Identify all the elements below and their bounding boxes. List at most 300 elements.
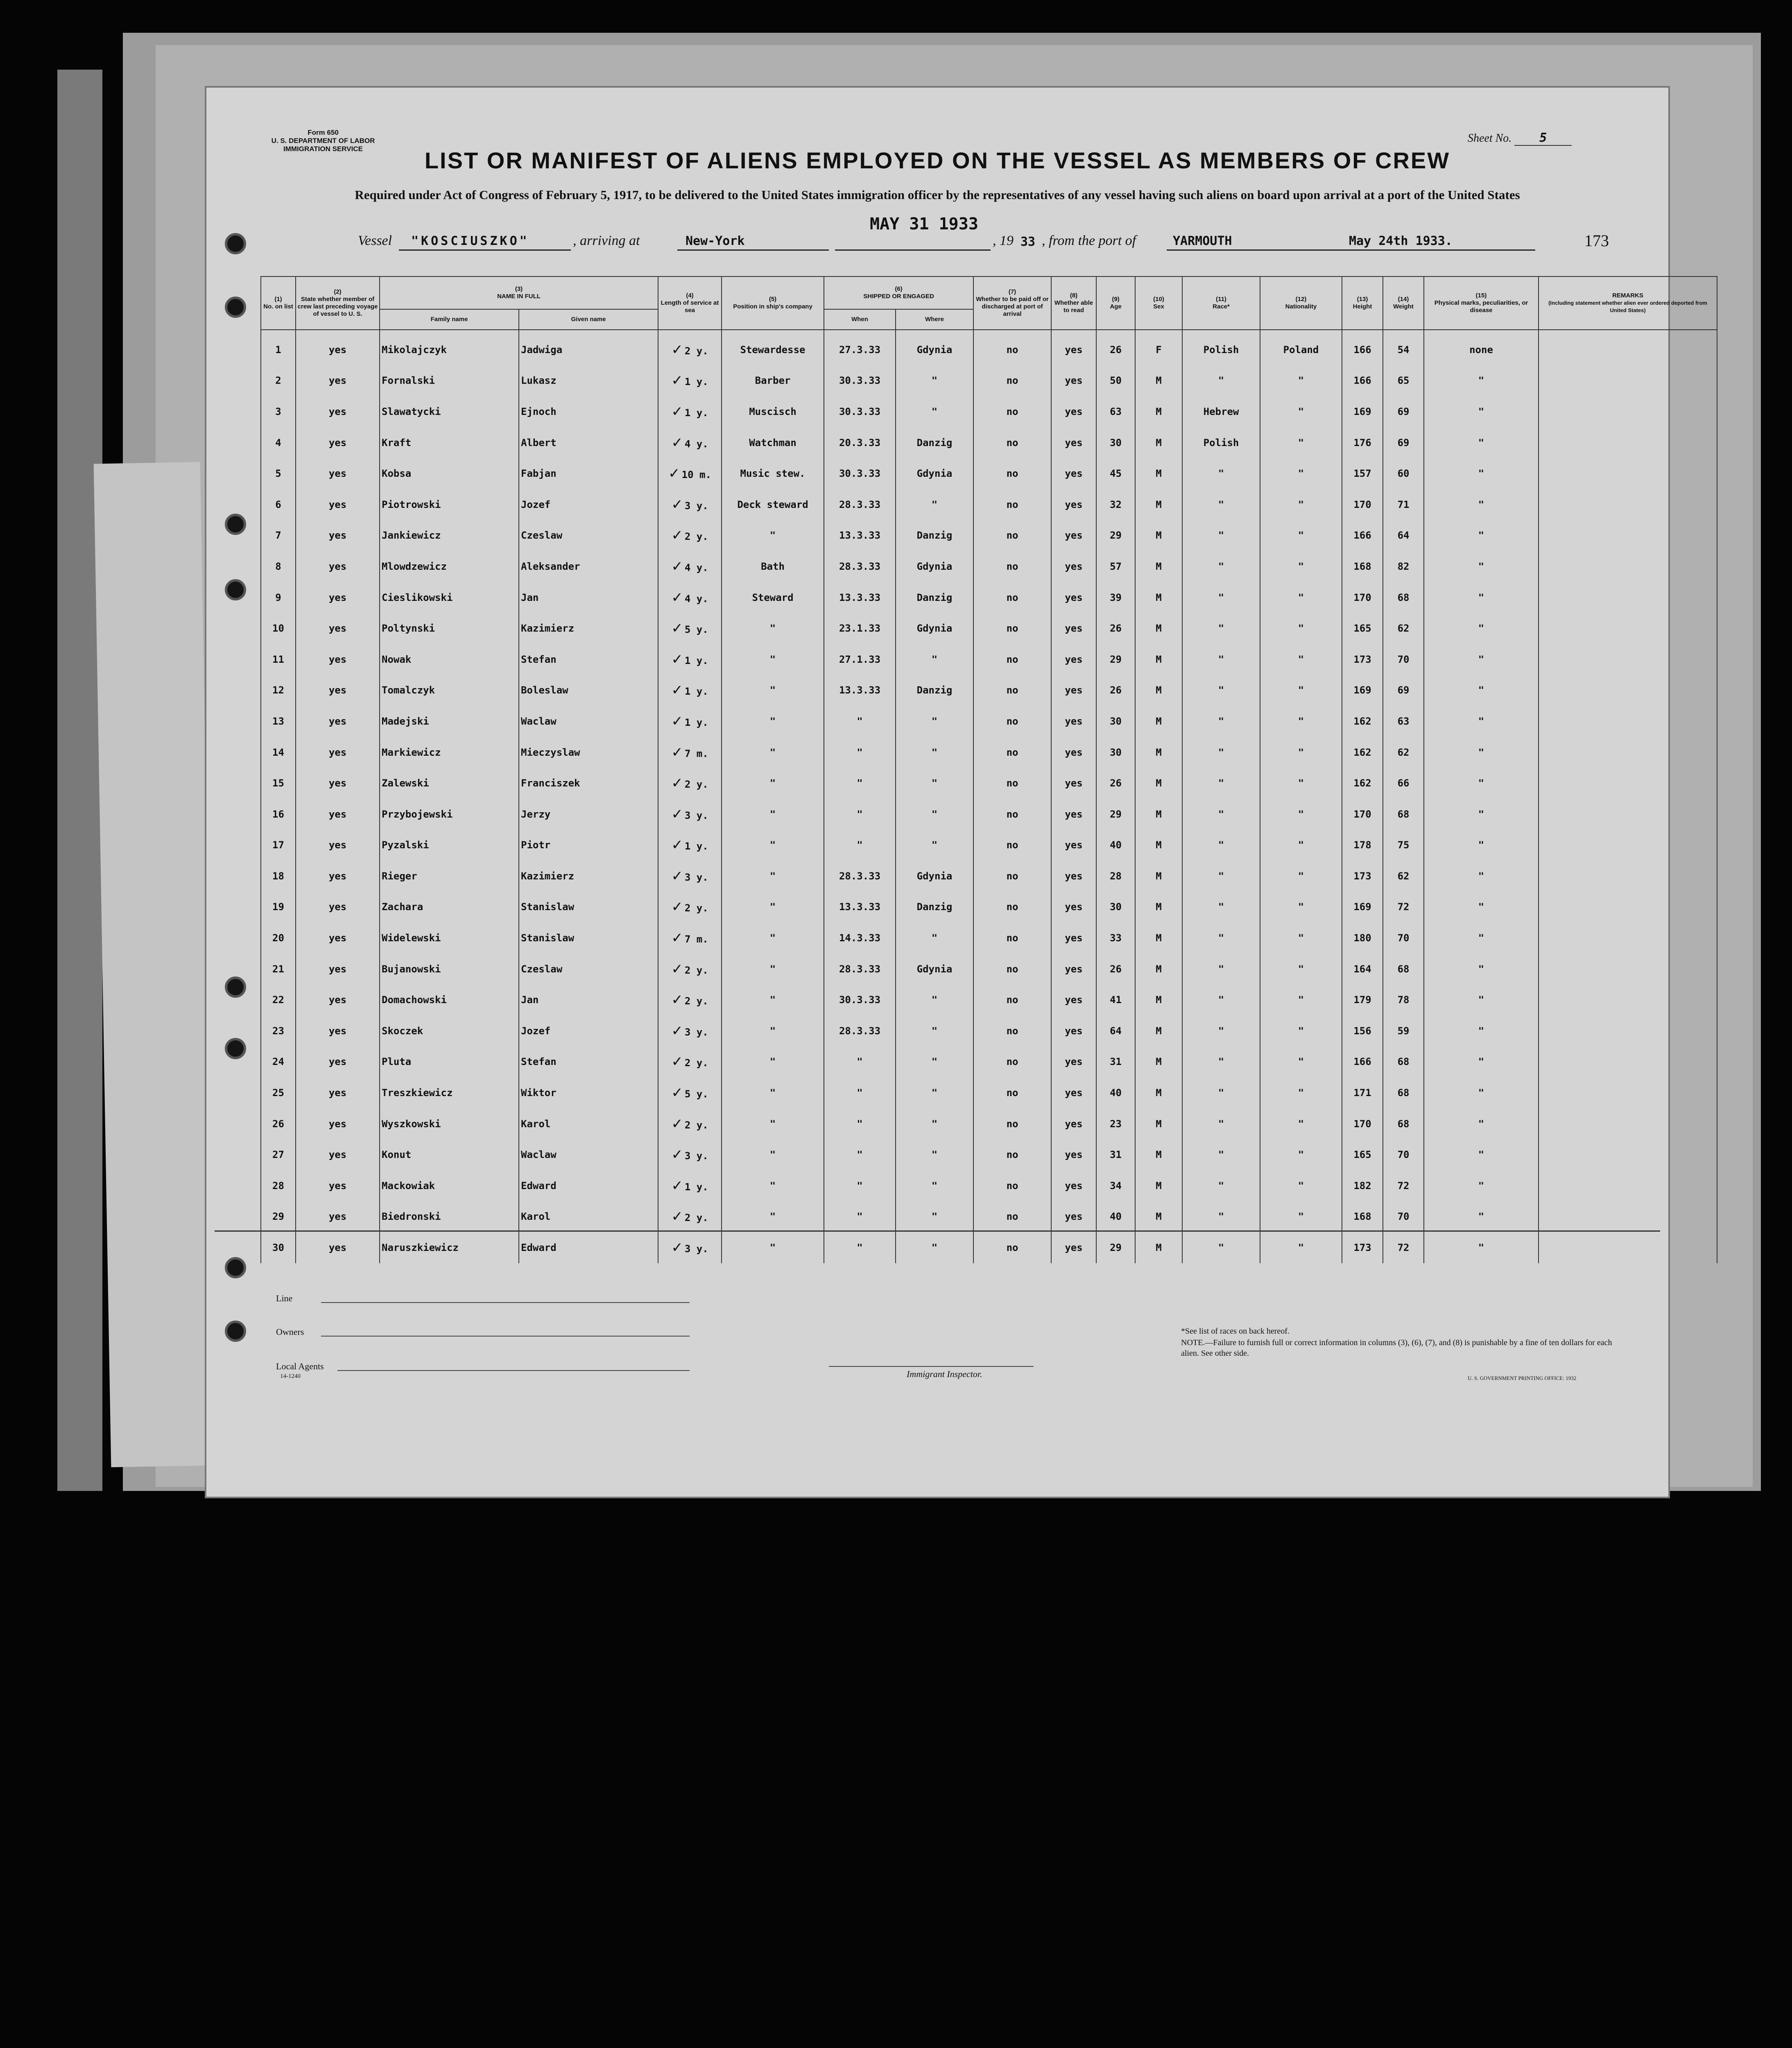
shipped-when-cell: 28.3.33 — [824, 1015, 896, 1047]
physical-marks-cell: " — [1424, 551, 1539, 582]
height-cell: 170 — [1342, 1108, 1383, 1140]
service-length-cell: ✓ 7 m. — [658, 737, 722, 768]
given-name-cell: Kazimierz — [519, 613, 658, 644]
given-name-cell: Franciszek — [519, 768, 658, 799]
shipped-where-cell: Gdynia — [896, 551, 973, 582]
sex-cell: M — [1135, 1232, 1182, 1263]
sex-cell: M — [1135, 458, 1182, 489]
service-length-cell: ✓ 1 y. — [658, 365, 722, 396]
age-cell: 45 — [1096, 458, 1135, 489]
row-number-cell: 27 — [261, 1139, 296, 1170]
remarks-cell — [1539, 330, 1717, 365]
remarks-cell — [1539, 799, 1717, 830]
given-name-cell: Stefan — [519, 1047, 658, 1078]
able-to-read-cell: yes — [1051, 489, 1096, 520]
col-header-race: (11) Race* — [1182, 276, 1260, 330]
penalty-note: NOTE.—Failure to furnish full or correct information in columns (3), (6), (7), and (8) is punishable by a fine of ten dollars for each alien. See other side. — [1181, 1338, 1612, 1358]
able-to-read-cell: yes — [1051, 1139, 1096, 1170]
shipped-where-cell: " — [896, 706, 973, 737]
col-header-where: Where — [896, 309, 973, 330]
row-number-cell: 5 — [261, 458, 296, 489]
remarks-cell — [1539, 861, 1717, 892]
table-row — [261, 551, 1717, 582]
from-label: , from the port of — [1042, 233, 1136, 248]
weight-cell: 68 — [1383, 582, 1424, 613]
row-number-cell: 28 — [261, 1170, 296, 1201]
given-name-cell: Stefan — [519, 644, 658, 675]
sex-cell: M — [1135, 706, 1182, 737]
col-header-when: When — [824, 309, 896, 330]
race-cell: " — [1182, 582, 1260, 613]
race-cell: " — [1182, 737, 1260, 768]
binder-hole — [225, 1038, 246, 1059]
race-cell: " — [1182, 1015, 1260, 1047]
row-number-cell: 22 — [261, 984, 296, 1015]
paid-off-cell: no — [973, 551, 1051, 582]
able-to-read-cell: yes — [1051, 613, 1096, 644]
weight-cell: 71 — [1383, 489, 1424, 520]
weight-cell: 68 — [1383, 1108, 1424, 1140]
weight-cell: 64 — [1383, 520, 1424, 551]
paid-off-cell: no — [973, 520, 1051, 551]
check-mark-icon — [671, 1212, 685, 1223]
physical-marks-cell: " — [1424, 830, 1539, 861]
given-name-cell: Jozef — [519, 1015, 658, 1047]
nationality-cell: " — [1260, 1047, 1342, 1078]
position-cell: " — [722, 1232, 824, 1263]
agents-underline — [337, 1370, 690, 1371]
position-cell: Watchman — [722, 427, 824, 458]
shipped-where-cell: " — [896, 922, 973, 954]
able-to-read-cell: yes — [1051, 1170, 1096, 1201]
family-name-cell: Zalewski — [380, 768, 519, 799]
nationality-cell: " — [1260, 520, 1342, 551]
service-length-cell: ✓ 5 y. — [658, 613, 722, 644]
race-cell: " — [1182, 613, 1260, 644]
nationality-cell: " — [1260, 799, 1342, 830]
position-cell: " — [722, 984, 824, 1015]
physical-marks-cell: " — [1424, 1047, 1539, 1078]
race-cell: " — [1182, 922, 1260, 954]
shipped-when-cell: " — [824, 799, 896, 830]
crew-member-status-cell: yes — [296, 1201, 380, 1232]
paid-off-cell: no — [973, 1139, 1051, 1170]
remarks-cell — [1539, 1201, 1717, 1232]
nationality-cell: Poland — [1260, 330, 1342, 365]
position-cell: " — [722, 613, 824, 644]
able-to-read-cell: yes — [1051, 922, 1096, 954]
crew-member-status-cell: yes — [296, 582, 380, 613]
weight-cell: 62 — [1383, 613, 1424, 644]
weight-cell: 63 — [1383, 706, 1424, 737]
paid-off-cell: no — [973, 613, 1051, 644]
check-mark-icon — [671, 593, 685, 605]
family-name-cell: Kobsa — [380, 458, 519, 489]
family-name-cell: Poltynski — [380, 613, 519, 644]
age-cell: 29 — [1096, 644, 1135, 675]
paid-off-cell: no — [973, 1047, 1051, 1078]
date-underline — [835, 233, 991, 251]
line-underline — [321, 1302, 690, 1303]
table-row — [261, 1170, 1717, 1201]
physical-marks-cell: " — [1424, 1201, 1539, 1232]
service-length-cell: ✓ 3 y. — [658, 1232, 722, 1263]
weight-cell: 70 — [1383, 922, 1424, 954]
row-number-cell: 18 — [261, 861, 296, 892]
age-cell: 26 — [1096, 330, 1135, 365]
nationality-cell: " — [1260, 396, 1342, 427]
check-mark-icon — [671, 748, 685, 759]
height-cell: 173 — [1342, 1232, 1383, 1263]
sex-cell: M — [1135, 427, 1182, 458]
crew-member-status-cell: yes — [296, 1047, 380, 1078]
shipped-when-cell: 28.3.33 — [824, 954, 896, 985]
check-mark-icon — [671, 686, 685, 697]
age-cell: 29 — [1096, 799, 1135, 830]
crew-table — [260, 276, 1717, 1263]
height-cell: 173 — [1342, 861, 1383, 892]
table-row — [261, 330, 1717, 365]
able-to-read-cell: yes — [1051, 520, 1096, 551]
year-suffix: 33 — [1020, 235, 1036, 249]
remarks-cell — [1539, 1015, 1717, 1047]
shipped-when-cell: 30.3.33 — [824, 458, 896, 489]
agents-code: 14-1240 — [280, 1373, 301, 1380]
crew-member-status-cell: yes — [296, 427, 380, 458]
row-number-cell: 20 — [261, 922, 296, 954]
service-length-cell: ✓ 3 y. — [658, 489, 722, 520]
position-cell: " — [722, 922, 824, 954]
crew-rows — [261, 330, 1717, 1263]
shipped-when-cell: " — [824, 1077, 896, 1108]
weight-cell: 68 — [1383, 1047, 1424, 1078]
crew-member-status-cell: yes — [296, 1077, 380, 1108]
given-name-cell: Jan — [519, 582, 658, 613]
age-cell: 40 — [1096, 830, 1135, 861]
height-cell: 162 — [1342, 737, 1383, 768]
weight-cell: 75 — [1383, 830, 1424, 861]
remarks-cell — [1539, 954, 1717, 985]
shipped-where-cell: " — [896, 644, 973, 675]
given-name-cell: Jadwiga — [519, 330, 658, 365]
age-cell: 26 — [1096, 675, 1135, 706]
service-length-cell: ✓ 1 y. — [658, 644, 722, 675]
race-cell: " — [1182, 551, 1260, 582]
family-name-cell: Przybojewski — [380, 799, 519, 830]
service-length-cell: ✓ 7 m. — [658, 922, 722, 954]
sex-cell: M — [1135, 799, 1182, 830]
position-cell: " — [722, 861, 824, 892]
shipped-where-cell: Gdynia — [896, 330, 973, 365]
able-to-read-cell: yes — [1051, 1108, 1096, 1140]
nationality-cell: " — [1260, 892, 1342, 923]
position-cell: " — [722, 1108, 824, 1140]
able-to-read-cell: yes — [1051, 954, 1096, 985]
shipped-when-cell: " — [824, 737, 896, 768]
position-cell: " — [722, 675, 824, 706]
age-cell: 63 — [1096, 396, 1135, 427]
row-number-cell: 10 — [261, 613, 296, 644]
race-cell: " — [1182, 1077, 1260, 1108]
shipped-where-cell: Gdynia — [896, 458, 973, 489]
shipped-where-cell: " — [896, 1232, 973, 1263]
height-cell: 165 — [1342, 613, 1383, 644]
col-header-sex: (10) Sex — [1135, 276, 1182, 330]
row-number-cell: 6 — [261, 489, 296, 520]
given-name-cell: Wiktor — [519, 1077, 658, 1108]
physical-marks-cell: " — [1424, 1232, 1539, 1263]
family-name-cell: Markiewicz — [380, 737, 519, 768]
table-row — [261, 1201, 1717, 1232]
crew-member-status-cell: yes — [296, 1170, 380, 1201]
physical-marks-cell: " — [1424, 984, 1539, 1015]
table-row — [261, 396, 1717, 427]
sheet-label: Sheet No. — [1468, 132, 1512, 145]
form-number: Form 650 — [308, 129, 339, 136]
crew-member-status-cell: yes — [296, 799, 380, 830]
service-length-cell: ✓ 1 y. — [658, 1170, 722, 1201]
position-cell: " — [722, 1047, 824, 1078]
nationality-cell: " — [1260, 1139, 1342, 1170]
paid-off-cell: no — [973, 644, 1051, 675]
paid-off-cell: no — [973, 1015, 1051, 1047]
weight-cell: 70 — [1383, 1139, 1424, 1170]
col-header-service: (4) Length of service at sea — [658, 276, 722, 330]
shipped-when-cell: 23.1.33 — [824, 613, 896, 644]
height-cell: 170 — [1342, 489, 1383, 520]
weight-cell: 62 — [1383, 737, 1424, 768]
physical-marks-cell: " — [1424, 520, 1539, 551]
shipped-where-cell: Danzig — [896, 892, 973, 923]
sex-cell: M — [1135, 520, 1182, 551]
able-to-read-cell: yes — [1051, 1201, 1096, 1232]
sex-cell: M — [1135, 644, 1182, 675]
col-header-given: Given name — [519, 309, 658, 330]
race-cell: " — [1182, 1201, 1260, 1232]
race-cell: " — [1182, 675, 1260, 706]
physical-marks-cell: " — [1424, 458, 1539, 489]
printer-imprint: U. S. GOVERNMENT PRINTING OFFICE: 1932 — [1468, 1375, 1577, 1381]
paid-off-cell: no — [973, 984, 1051, 1015]
paid-off-cell: no — [973, 365, 1051, 396]
able-to-read-cell: yes — [1051, 799, 1096, 830]
crew-member-status-cell: yes — [296, 737, 380, 768]
given-name-cell: Jerzy — [519, 799, 658, 830]
physical-marks-cell: " — [1424, 1170, 1539, 1201]
physical-marks-cell: " — [1424, 861, 1539, 892]
race-cell: " — [1182, 830, 1260, 861]
race-cell: " — [1182, 1170, 1260, 1201]
nationality-cell: " — [1260, 1201, 1342, 1232]
sex-cell: M — [1135, 984, 1182, 1015]
given-name-cell: Waclaw — [519, 1139, 658, 1170]
shipped-where-cell: " — [896, 396, 973, 427]
table-row — [261, 706, 1717, 737]
shipped-where-cell: " — [896, 830, 973, 861]
age-cell: 29 — [1096, 1232, 1135, 1263]
physical-marks-cell: " — [1424, 644, 1539, 675]
age-cell: 32 — [1096, 489, 1135, 520]
sex-cell: M — [1135, 1047, 1182, 1078]
service-length-cell: ✓ 1 y. — [658, 830, 722, 861]
shipped-when-cell: 27.3.33 — [824, 330, 896, 365]
paid-off-cell: no — [973, 1170, 1051, 1201]
service-length-cell: ✓ 2 y. — [658, 984, 722, 1015]
weight-cell: 70 — [1383, 644, 1424, 675]
age-cell: 34 — [1096, 1170, 1135, 1201]
race-cell: " — [1182, 489, 1260, 520]
family-name-cell: Skoczek — [380, 1015, 519, 1047]
family-name-cell: Konut — [380, 1139, 519, 1170]
position-cell: " — [722, 644, 824, 675]
remarks-cell — [1539, 427, 1717, 458]
family-name-cell: Zachara — [380, 892, 519, 923]
sex-cell: M — [1135, 396, 1182, 427]
shipped-where-cell: Danzig — [896, 520, 973, 551]
row-number-cell: 4 — [261, 427, 296, 458]
service-length-cell: ✓ 10 m. — [658, 458, 722, 489]
sex-cell: M — [1135, 1077, 1182, 1108]
row-number-cell: 1 — [261, 330, 296, 365]
crew-member-status-cell: yes — [296, 954, 380, 985]
height-cell: 157 — [1342, 458, 1383, 489]
sheet-number-block — [1468, 131, 1631, 146]
physical-marks-cell: " — [1424, 1108, 1539, 1140]
row-number-cell: 25 — [261, 1077, 296, 1108]
row-number-cell: 13 — [261, 706, 296, 737]
position-cell: Bath — [722, 551, 824, 582]
table-row — [261, 1047, 1717, 1078]
check-mark-icon — [671, 933, 685, 945]
remarks-cell — [1539, 1170, 1717, 1201]
physical-marks-cell: " — [1424, 1077, 1539, 1108]
races-note: *See list of races on back hereof. — [1181, 1327, 1290, 1336]
table-row — [261, 737, 1717, 768]
remarks-cell — [1539, 675, 1717, 706]
row-number-cell: 26 — [261, 1108, 296, 1140]
able-to-read-cell: yes — [1051, 330, 1096, 365]
physical-marks-cell: none — [1424, 330, 1539, 365]
paid-off-cell: no — [973, 1108, 1051, 1140]
year-prefix: , 19 — [993, 233, 1014, 248]
table-row — [261, 922, 1717, 954]
check-mark-icon — [671, 655, 685, 666]
shipped-when-cell: " — [824, 706, 896, 737]
family-name-cell: Nowak — [380, 644, 519, 675]
sex-cell: M — [1135, 922, 1182, 954]
nationality-cell: " — [1260, 984, 1342, 1015]
race-cell: " — [1182, 954, 1260, 985]
shipped-where-cell: " — [896, 799, 973, 830]
shipped-when-cell: " — [824, 1201, 896, 1232]
given-name-cell: Aleksander — [519, 551, 658, 582]
remarks-cell — [1539, 551, 1717, 582]
weight-cell: 59 — [1383, 1015, 1424, 1047]
shipped-where-cell: " — [896, 1139, 973, 1170]
page-title: LIST OR MANIFEST OF ALIENS EMPLOYED ON THE VESSEL AS MEMBERS OF CREW — [424, 147, 1450, 173]
check-mark-icon — [671, 872, 685, 883]
table-row — [261, 1139, 1717, 1170]
col-header-read: (8) Whether able to read — [1051, 276, 1096, 330]
position-cell: " — [722, 768, 824, 799]
family-name-cell: Fornalski — [380, 365, 519, 396]
sex-cell: M — [1135, 830, 1182, 861]
col-header-crew: (2) State whether member of crew last preceding voyage of vessel to U. S. — [296, 276, 380, 330]
age-cell: 30 — [1096, 706, 1135, 737]
given-name-cell: Karol — [519, 1108, 658, 1140]
crew-member-status-cell: yes — [296, 551, 380, 582]
shipped-where-cell: " — [896, 489, 973, 520]
shipped-where-cell: " — [896, 984, 973, 1015]
crew-member-status-cell: yes — [296, 489, 380, 520]
age-cell: 40 — [1096, 1201, 1135, 1232]
shipped-when-cell: 27.1.33 — [824, 644, 896, 675]
paid-off-cell: no — [973, 582, 1051, 613]
shipped-when-cell: 14.3.33 — [824, 922, 896, 954]
nationality-cell: " — [1260, 737, 1342, 768]
crew-member-status-cell: yes — [296, 365, 380, 396]
nationality-cell: " — [1260, 954, 1342, 985]
remarks-cell — [1539, 830, 1717, 861]
race-cell: " — [1182, 1108, 1260, 1140]
check-mark-icon — [671, 717, 685, 728]
height-cell: 182 — [1342, 1170, 1383, 1201]
shipped-when-cell: 30.3.33 — [824, 396, 896, 427]
shipped-when-cell: 28.3.33 — [824, 861, 896, 892]
remarks-cell — [1539, 1047, 1717, 1078]
given-name-cell: Kazimierz — [519, 861, 658, 892]
height-cell: 179 — [1342, 984, 1383, 1015]
nationality-cell: " — [1260, 644, 1342, 675]
position-cell: " — [722, 1170, 824, 1201]
race-cell: Polish — [1182, 427, 1260, 458]
check-mark-icon — [671, 624, 685, 635]
age-cell: 33 — [1096, 922, 1135, 954]
paid-off-cell: no — [973, 892, 1051, 923]
physical-marks-cell: " — [1424, 922, 1539, 954]
weight-cell: 68 — [1383, 954, 1424, 985]
table-row — [261, 520, 1717, 551]
paid-off-cell: no — [973, 489, 1051, 520]
crew-member-status-cell: yes — [296, 675, 380, 706]
row-number-cell: 8 — [261, 551, 296, 582]
able-to-read-cell: yes — [1051, 830, 1096, 861]
service-length-cell: ✓ 1 y. — [658, 396, 722, 427]
family-name-cell: Tomalczyk — [380, 675, 519, 706]
paid-off-cell: no — [973, 861, 1051, 892]
height-cell: 169 — [1342, 675, 1383, 706]
able-to-read-cell: yes — [1051, 675, 1096, 706]
weight-cell: 69 — [1383, 427, 1424, 458]
race-cell: " — [1182, 365, 1260, 396]
crew-member-status-cell: yes — [296, 1108, 380, 1140]
nationality-cell: " — [1260, 768, 1342, 799]
row-number-cell: 9 — [261, 582, 296, 613]
given-name-cell: Czeslaw — [519, 520, 658, 551]
remarks-cell — [1539, 520, 1717, 551]
shipped-when-cell: 13.3.33 — [824, 520, 896, 551]
remarks-cell — [1539, 922, 1717, 954]
row-number-cell: 23 — [261, 1015, 296, 1047]
position-cell: " — [722, 706, 824, 737]
remarks-cell — [1539, 396, 1717, 427]
service-length-cell: ✓ 3 y. — [658, 861, 722, 892]
nationality-cell: " — [1260, 1170, 1342, 1201]
table-row — [261, 799, 1717, 830]
remarks-cell — [1539, 737, 1717, 768]
row-number-cell: 21 — [261, 954, 296, 985]
shipped-where-cell: " — [896, 1170, 973, 1201]
